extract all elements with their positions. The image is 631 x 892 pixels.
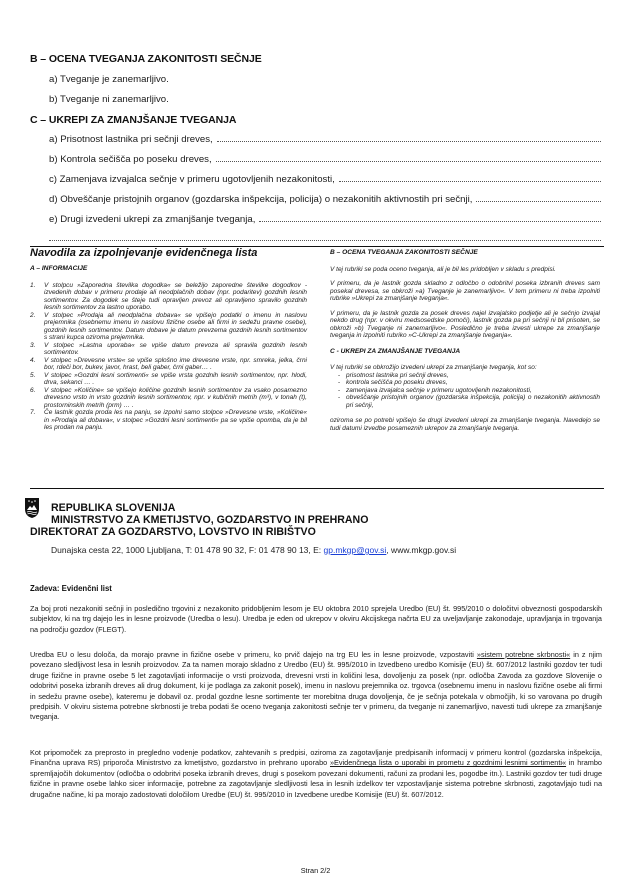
measure-input-b[interactable] bbox=[216, 154, 601, 162]
measure-label-b: b) Kontrola sečišča po poseku dreves, bbox=[49, 154, 212, 165]
letter-subject: Zadeva: Evidenčni list bbox=[30, 584, 112, 593]
instruction-item: 2. V stolpec »Prodaja ali neodplačna dobava« se vpišejo podatki o imenu in naslovu prejemnika (osebnemu imenu in naslovu fizične osebe ali firmi in sedežu pravne osebe), gozdnih lesnih sortimentov. Datum dobave je datum prevzema gozdnih lesnih sortimentov s strani kupca oziroma prejemnika. bbox=[30, 311, 307, 341]
measure-row-e[interactable] bbox=[49, 214, 601, 225]
instr-c-item: - obveščanje pristojnih organov (gozdarska inšpekcija, policija) o nezakonitih aktivnostih pri sečnji, bbox=[337, 394, 600, 409]
letter-paragraph-3: Kot pripomoček za preprosto in pregledno vodenje podatkov, zahtevanih s predpisi, oziroma za zagotavljanje predpisanih informacij v primeru kontrol (gozdarska inšpekcija, Finančna uprava RS) priporoča Ministrstvo za kmetijstvo, gozdarstvo in prehrano uporabo »Evidenčnega lista o uporabi in prometu z gozdnimi lesnimi sortimenti« in hrambo spremljajočih dokumentov (odločba o odobritvi poseka izbranih dreves, drugi s posekom povezani dokumenti, računi za prodani les, pogodbe itn.). Lastniki gozdov ter tudi druge fizične in pravne osebe lahko sicer informacije, potrebne za zagotavljanje sledljivosti lesa in lesnih izdelkov ter vzpostavljanje sistema potrebne skrbnosti, zagotavljajo tudi na drugačne načine, ki pa morajo zadostovati določilom Uredbe (EU) št. 995/2010 in Izvedbene uredbe Komisije (EU) št. 607/2012. bbox=[30, 748, 602, 799]
instr-c-intro: V tej rubriki se obkrožijo izvedeni ukrepi za zmanjšanje tveganja, kot so: bbox=[330, 364, 537, 371]
measure-row-d[interactable] bbox=[49, 194, 601, 205]
instruction-item: 1. V stolpcu »Zaporedna številka dogodka« se beležijo zaporedne številke dogodkov - izvedenih dobav v primeru prodaje ali neodplačnih dobav (npr. podaritev) gozdnih lesnih sortimentov. Za dogodek se šteje tudi opravljen prevoz ali opravljeno spravilo gozdnih lesnih sortimentov za lastno uporabo. bbox=[30, 281, 307, 311]
instr-b-paragraph-3: V primeru, da je lastnik gozda za posek dreves najel izvajalsko podjetje ali je sečnjo izvajal nekdo drug (npr. v okviru medsosedske pomoči), lastnik gozda pa pri sečnji ni bil prisoten, se obkroži »b) Tveganje ni zanemarljivo«. Posledično je treba izvesti ukrepe za zmanjšanje tveganja in izpolniti rubriko »C-Ukrepi za zmanjšanje tveganja«. bbox=[330, 309, 600, 339]
instructions-list bbox=[30, 282, 307, 432]
measure-label-e: e) Drugi izvedeni ukrepi za zmanjšanje tveganja, bbox=[49, 214, 256, 225]
instruction-item: 6. V stolpec »Količine« se vpišejo količine gozdnih lesnih sortimentov za vsako posamezno drevesno vrsto in vrsto gozdnih lesnih sortimentov, npr. v kubičnih metrih (m³), v tonah (t), prostorninskih metrih (prm) … . bbox=[30, 386, 307, 409]
letterhead-directorate: DIREKTORAT ZA GOZDARSTVO, LOVSTVO IN RIBIŠTVO bbox=[30, 526, 316, 538]
measure-row-b[interactable] bbox=[49, 154, 601, 165]
divider-bottom bbox=[30, 488, 604, 489]
measure-input-a[interactable] bbox=[217, 134, 601, 142]
measure-row-a[interactable] bbox=[49, 134, 601, 145]
instr-b-paragraph-1: V tej rubriki se poda oceno tveganja, ali je bil les pridobljen v skladu s predpisi. bbox=[330, 265, 556, 273]
letter-paragraph-2: Uredba EU o lesu določa, da morajo pravne in fizične osebe v primeru, ko prvič dajejo na trg EU les in lesne proizvode, vzpostaviti »sistem potrebne skrbnosti« in z njim povezano sledljivost lesa in lesnih proizvodov. Za ta namen morajo skladno z Uredbo (EU) št. 995/2010 in Izvedbeno uredbo Komisije (EU) št. 607/2012 lastniki gozdov ter tudi druge fizične in pravne osebe 5 let zagotavljati informacije o vrsti proizvoda, drevesni vrsti in količini lesa, dovoljenju za posek (npr. odločba Zavoda za gozdove Slovenije o odobritvi poseka izbranih dreves ali drug dokument, ki je podlaga za zakonit posek), imenu in naslovu prejemnika oz. trgovca (osebnemu imenu in naslovu fizične osebe ali firmi in sedežu pravne osebe), kateremu je dobavil oz. prodal gozdne lesne sortimente ter morebitna druga dovoljenja, če je sečnja potekala v območjih, ki so varovana po drugih predpisih. V okviru sistema potrebne skrbnosti je treba podati še oceno tveganja zakonitosti sečnje ter v primeru, da tveganje ni zanemarljivo, navesti tudi ukrepe za zmanjšanje tveganja. bbox=[30, 650, 602, 722]
instructions-title: Navodila za izpolnjevanje evidenčnega lista bbox=[30, 247, 258, 259]
record-sheet-link: »Evidenčnega lista o uporabi in prometu z gozdnimi lesnimi sortimenti« bbox=[329, 758, 567, 768]
measure-input-e[interactable] bbox=[259, 214, 601, 222]
measure-input-c[interactable] bbox=[339, 174, 601, 182]
risk-option-b[interactable]: b) Tveganje ni zanemarljivo. bbox=[49, 94, 169, 105]
instruction-item: 7. Če lastnik gozda proda les na panju, se izpolni samo stolpce »Drevesne vrste, »Količine« in »Prodaja ali dobava«, v stolpec »Gozdni lesni sortimenti« pa se vpiše opomba, da je bil les prodan na panju. bbox=[30, 409, 307, 431]
instr-c-list bbox=[330, 372, 600, 410]
page-number: Stran 2/2 bbox=[300, 866, 331, 875]
measure-label-c: c) Zamenjava izvajalca sečnje v primeru ugotovljenih nezakonitosti, bbox=[49, 174, 335, 185]
instruction-item: 4. V stolpec »Drevesne vrste« se vpiše splošno ime drevesne vrste, npr. smreka, jelka, črni bor, rdeči bor, bukev, javor, hrast, beli gaber, črni gaber… . bbox=[30, 356, 307, 371]
instructions-left-column bbox=[30, 247, 307, 432]
instr-c-item: - prisotnost lastnika pri sečnji dreves, bbox=[337, 371, 449, 379]
letterhead-ministry: MINISTRSTVO ZA KMETIJSTVO, GOZDARSTVO IN PREHRANO bbox=[51, 514, 369, 526]
instruction-item: 5. V stolpec »Gozdni lesni sortimenti« se vpiše vrsta gozdnih lesnih sortimentov, npr. hlodi, drva, sekanci … . bbox=[30, 371, 307, 386]
risk-option-a[interactable]: a) Tveganje je zanemarljivo. bbox=[49, 74, 169, 85]
letterhead-republic: REPUBLIKA SLOVENIJA bbox=[51, 502, 176, 514]
measure-input-d[interactable] bbox=[476, 194, 601, 202]
instructions-right-column bbox=[330, 249, 600, 432]
measure-label-a: a) Prisotnost lastnika pri sečnji dreves, bbox=[49, 134, 213, 145]
instr-c-outro: oziroma se po potrebi vpišejo še drugi izvedeni ukrepi za zmanjšanje tveganja. Navedejo se tudi datumi izvedbe posameznih ukrepov za zmanjšanje tveganja. bbox=[330, 417, 600, 432]
instr-b-paragraph-2: V primeru, da je lastnik gozda skladno z odločbo o odobritvi poseka izbranih dreves sam posekal drevesa, se obkroži »a) Tveganje je zanemarljivo«. V tem primeru ni treba izpolniti rubrike »Ukrepi za zmanjšanje tveganja«. bbox=[330, 280, 600, 302]
instr-c-item: - kontrola sečišča po poseku dreves, bbox=[337, 379, 448, 386]
instr-c-item: - zamenjava izvajalca sečnje v primeru ugotovljenih nezakonitosti, bbox=[337, 386, 532, 394]
measure-row-c[interactable] bbox=[49, 174, 601, 185]
section-a-heading: A – INFORMACIJE bbox=[30, 265, 88, 272]
measure-label-d: d) Obveščanje pristojnih organov (gozdarska inšpekcija, policija) o nezakonitih aktivnostih pri sečnji, bbox=[49, 194, 473, 205]
letterhead-address: Dunajska cesta 22, 1000 Ljubljana, T: 01 478 90 32, F: 01 478 90 13, E: gp.mkgp@gov.si, www.mkgp.gov.si bbox=[51, 545, 457, 555]
measure-extra-line[interactable] bbox=[49, 240, 601, 241]
instruction-item: 3. V stolpec »Lastna uporaba« se vpiše datum prevoza ali spravila gozdnih lesnih sortimentov. bbox=[30, 341, 307, 356]
section-b-heading: B – OCENA TVEGANJA ZAKONITOSTI SEČNJE bbox=[30, 53, 262, 65]
section-c-heading: C – UKREPI ZA ZMANJŠANJE TVEGANJA bbox=[30, 114, 237, 126]
letter-paragraph-1: Za boj proti nezakoniti sečnji in posledično trgovini z nezakonito pridobljenim lesom je EU oktobra 2010 sprejela Uredbo (EU) št. 995/2010 o določitvi obveznosti gospodarskih subjektov, ki na trg dajejo les in lesne proizvode (Uredba o lesu). Uredba je eden od ukrepov v okviru Akcijskega načrta EU za uveljavljanje zakonodaje, upravljanja in trgovanja na področju gozdov (FLEGT). bbox=[30, 604, 602, 634]
instr-section-b-heading: B – OCENA TVEGANJA ZAKONITOSTI SEČNJE bbox=[330, 249, 478, 256]
email-link[interactable]: gp.mkgp@gov.si bbox=[323, 545, 387, 555]
coat-of-arms-icon bbox=[24, 497, 40, 519]
instr-section-c-heading: C - UKREPI ZA ZMANJŠANJE TVEGANJA bbox=[330, 347, 461, 355]
due-diligence-link: »sistem potrebne skrbnosti« bbox=[476, 650, 571, 659]
